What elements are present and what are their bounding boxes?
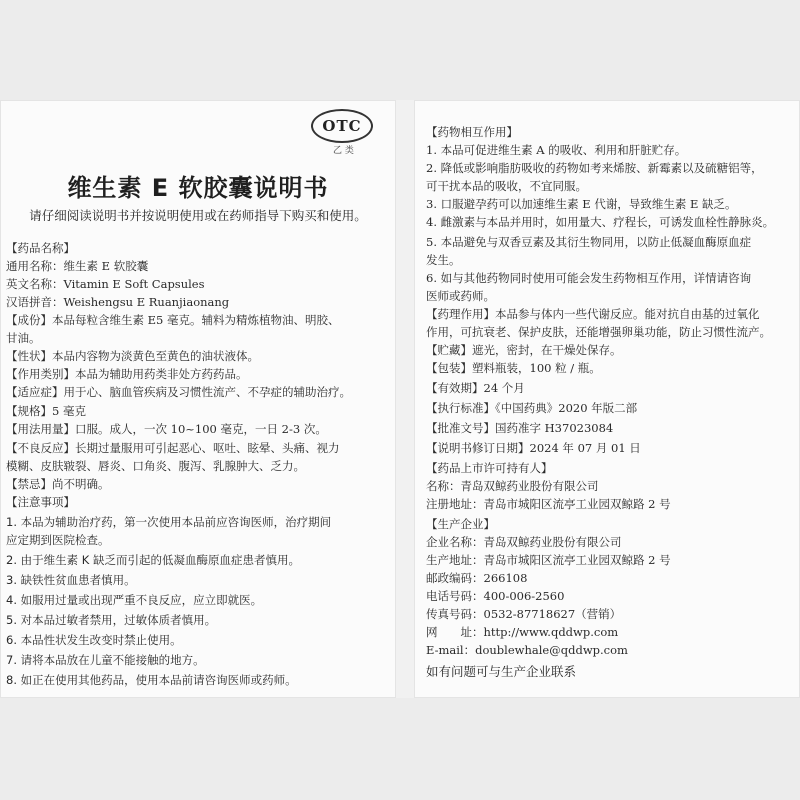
revision-date: 【说明书修订日期】2024 年 07 月 01 日 [426,441,641,455]
precaution-3: 3. 缺铁性贫血患者慎用。 [6,573,136,587]
precaution-1a: 1. 本品为辅助治疗药，第一次使用本品前应咨询医师，治疗期间 [6,515,332,529]
specification: 【规格】5 毫克 [6,404,86,418]
precaution-5: 5. 对本品过敏者禁用，过敏体质者慎用。 [6,613,217,627]
pharmacology-line-2: 作用，可抗衰老、保护皮肤，还能增强卵巢功能，防止习惯性流产。 [426,325,771,339]
interaction-3: 3. 口服避孕药可以加速维生素 E 代谢，导致维生素 E 缺乏。 [426,197,737,211]
generic-name: 通用名称：维生素 E 软胶囊 [6,259,149,273]
interaction-4: 4. 雌激素与本品并用时，如用量大、疗程长，可诱发血栓性静脉炎。 [426,215,775,229]
approval-number: 【批准文号】国药准字 H37023084 [426,421,614,435]
contraindications: 【禁忌】尚不明确。 [6,477,110,491]
mah-address: 注册地址：青岛市城阳区流亭工业园双鲸路 2 号 [426,497,671,511]
section-drug-name: 【药品名称】 [6,241,75,255]
category: 【作用类别】本品为辅助用药类非处方药药品。 [6,367,248,381]
website: 网 址：http://www.qddwp.com [426,625,619,639]
leaflet-left-page [0,100,396,698]
precaution-8: 8. 如正在使用其他药品，使用本品前请咨询医师或药师。 [6,673,297,687]
section-mah: 【药品上市许可持有人】 [426,461,553,475]
otc-badge: OTC [311,109,373,143]
section-manufacturer: 【生产企业】 [426,517,495,531]
interaction-2b: 可干扰本品的吸收，不宜同服。 [426,179,587,193]
precaution-1b: 应定期到医院检查。 [6,533,110,547]
dosage: 【用法用量】口服。成人，一次 10~100 毫克，一日 2-3 次。 [6,422,327,436]
ingredients-line-1: 【成份】本品每粒含维生素 E5 毫克。辅料为精炼植物油、明胶、 [6,313,340,327]
adverse-reactions-line-2: 模糊、皮肤皲裂、唇炎、口角炎、腹泻、乳腺肿大、乏力。 [6,459,305,473]
pinyin-name: 汉语拼音：Weishengsu E Ruanjiaonang [6,295,230,309]
interaction-2a: 2. 降低或影响脂肪吸收的药物如考来烯胺、新霉素以及硫糖铝等， [426,161,763,175]
fax: 传真号码：0532-87718627（营销） [426,607,622,621]
adverse-reactions-line-1: 【不良反应】长期过量服用可引起恶心、呕吐、眩晕、头痛、视力 [6,441,340,455]
mah-name: 名称：青岛双鲸药业股份有限公司 [426,479,599,493]
precaution-4: 4. 如服用过量或出现严重不良反应，应立即就医。 [6,593,263,607]
storage: 【贮藏】遮光，密封，在干燥处保存。 [426,343,622,357]
packaging: 【包装】塑料瓶装，100 粒 / 瓶。 [426,361,601,375]
document-subtitle: 请仔细阅读说明书并按说明使用或在药师指导下购买和使用。 [29,208,367,223]
interaction-1: 1. 本品可促进维生素 A 的吸收、利用和肝脏贮存。 [426,143,687,157]
document-title: 维生素 E 软胶囊说明书 [67,174,329,202]
interaction-6b: 医师或药师。 [426,289,495,303]
properties: 【性状】本品内容物为淡黄色至黄色的油状液体。 [6,349,259,363]
precaution-2: 2. 由于维生素 K 缺乏而引起的低凝血酶原血症患者慎用。 [6,553,300,567]
interaction-5a: 5. 本品避免与双香豆素及其衍生物同用，以防止低凝血酶原血症 [426,235,752,249]
precaution-6: 6. 本品性状发生改变时禁止使用。 [6,633,182,647]
postcode: 邮政编码：266108 [426,571,528,585]
leaflet-right-page [414,100,800,698]
interaction-6a: 6. 如与其他药物同时使用可能会发生药物相互作用，详情请咨询 [426,271,752,285]
page-fold [396,100,414,698]
manufacturer-address: 生产地址：青岛市城阳区流亭工业园双鲸路 2 号 [426,553,671,567]
section-precautions: 【注意事项】 [6,495,75,509]
precaution-7: 7. 请将本品放在儿童不能接触的地方。 [6,653,205,667]
indications: 【适应症】用于心、脑血管疾病及习惯性流产、不孕症的辅助治疗。 [6,385,351,399]
interaction-5b: 发生。 [426,253,461,267]
ingredients-line-2: 甘油。 [6,331,41,345]
email: E-mail：doublewhale@qddwp.com [426,643,628,657]
section-interactions: 【药物相互作用】 [426,125,518,139]
pharmacology-line-1: 【药理作用】本品参与体内一些代谢反应。能对抗自由基的过氧化 [426,307,760,321]
phone: 电话号码：400-006-2560 [426,589,565,603]
english-name: 英文名称：Vitamin E Soft Capsules [6,277,205,291]
contact-note: 如有问题可与生产企业联系 [426,664,577,679]
validity: 【有效期】24 个月 [426,381,525,395]
standard: 【执行标准】《中国药典》2020 年版二部 [426,401,638,415]
manufacturer-name: 企业名称：青岛双鲸药业股份有限公司 [426,535,622,549]
otc-class-label: 乙 类 [333,146,354,156]
